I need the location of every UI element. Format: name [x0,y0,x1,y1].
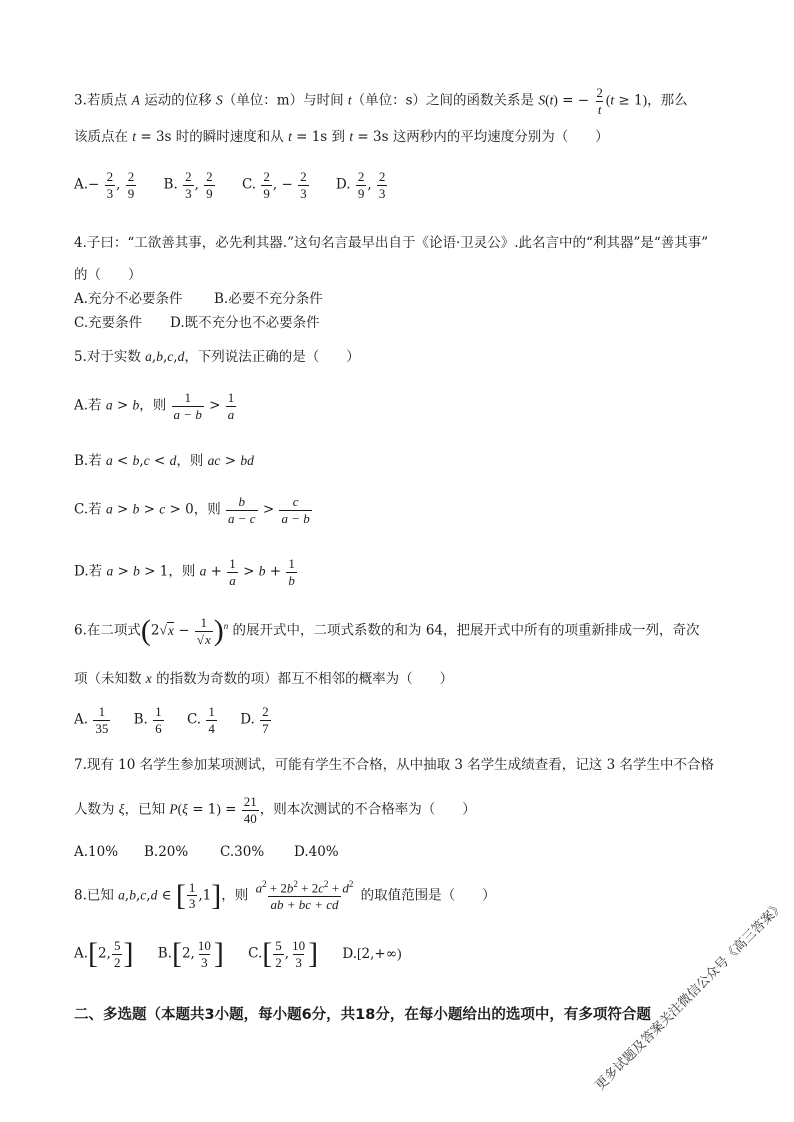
watermark-text: 更多试题及答案关注微信公众号《高三答案》 [592,898,788,1094]
q3-option-d: D. $\frac{2}{9}$ , $\frac{2}{3}$ [335,169,386,201]
q4-stem-line1: 4.子曰：“工欲善其事，必先利其器.”这句名言最早出自于《论语·卫灵公》.此名言中的“利其器”是“善其事” [74,235,709,251]
q7-options [74,845,339,861]
q3-stem-line2: 该质点在 t = 3s 时的瞬时速度和从 t = 1s 到 t = 3s 这两秒内的平均速度分别为（ ） [74,129,609,145]
q3-option-c: C. $\frac{2}{9}$ , − $\frac{2}{3}$ [241,169,307,201]
q7-option-b: B.20% [144,844,189,860]
q3-option-a: A.− $\frac{2}{3}$ , $\frac{2}{9}$ [74,169,135,201]
q8-option-d: D.[2,+∞) [342,945,402,962]
q6-option-a: A. $\frac{1}{35}$ [74,704,109,736]
q6-options [74,705,294,735]
q6-stem-line2: 项（未知数 x 的指数为奇数的项）都互不相邻的概率为（ ） [74,671,454,687]
q4-options-row1: A.充分不必要条件 B.必要不充分条件 [74,291,323,307]
q7-stem-line2: 人数为 ξ，已知 P(ξ = 1) = $\frac{21}{40}$ ，则本次测试的不合格率为（ ） [74,794,476,826]
q4-stem-line2: 的（ ） [74,267,142,283]
q8-options [74,939,423,969]
q8-option-a: A.[2, $\frac{5}{2}$ ] [74,937,134,971]
q8-stem: 8.已知 a,b,c,d ∈ [ $\frac{1}{3}$ ,1]，则 $\frac{a^2 + 2b^2 + 2c^2 + d^2}{ab + bc + cd}$ 的取值范围是（ ） [74,878,496,912]
section2-heading: 二、多选题（本题共3小题，每小题6分，共18分，在每小题给出的选项中，有多项符合题 [74,1007,651,1023]
q5-option-a: A.若 a > b，则 $\frac{1}{a - b}$ > $\frac{1}{a}$ [74,390,235,422]
q5-option-d: D.若 a > b > 1，则 a + $\frac{1}{a}$ > b + $\frac{1}{b}$ [74,556,295,588]
q6-option-d: D. $\frac{2}{7}$ [240,704,269,736]
q7-option-d: D.40% [294,844,339,860]
q4-options-row2: C.充要条件 D.既不充分也不必要条件 [74,315,320,331]
q6-option-b: B. $\frac{1}{6}$ [133,704,162,736]
q5-option-c: C.若 a > b > c > 0，则 $\frac{b}{a - c}$ > $\frac{c}{a - b}$ [74,494,310,526]
q8-option-b: B.[2, $\frac{10}{3}$ ] [157,937,224,971]
q7-stem-line1: 7.现有 10 名学生参加某项测试，可能有学生不合格，从中抽取 3 名学生成绩查看，记这 3 名学生中不合格 [74,757,714,773]
q5-option-b: B.若 a < b,c < d，则 ac > bd [74,453,254,469]
q6-stem-line1: 6.在二项式(2√x − $\frac{1}{√x}$ )$^n$ 的展开式中，二项式系数的和为 64，把展开式中所有的项重新排成一列，奇次 [74,614,700,648]
q6-option-c: C. $\frac{1}{4}$ [186,704,215,736]
q3-options [74,170,410,200]
q5-stem: 5.对于实数 a,b,c,d，下列说法正确的是（ ） [74,349,360,365]
q3-stem-line1: 3.若质点 A 运动的位移 S（单位：m）与时间 t（单位：s）之间的函数关系是 S(t) = − $\frac{2}{t}$ (t ≥ 1)，那么 [74,85,688,117]
q8-option-c: C.[ $\frac{5}{2}$ , $\frac{10}{3}$ ] [248,937,319,971]
q7-option-c: C.30% [220,844,265,860]
q7-option-a: A.10% [74,844,119,860]
q3-option-b: B. $\frac{2}{3}$ , $\frac{2}{9}$ [163,169,213,201]
